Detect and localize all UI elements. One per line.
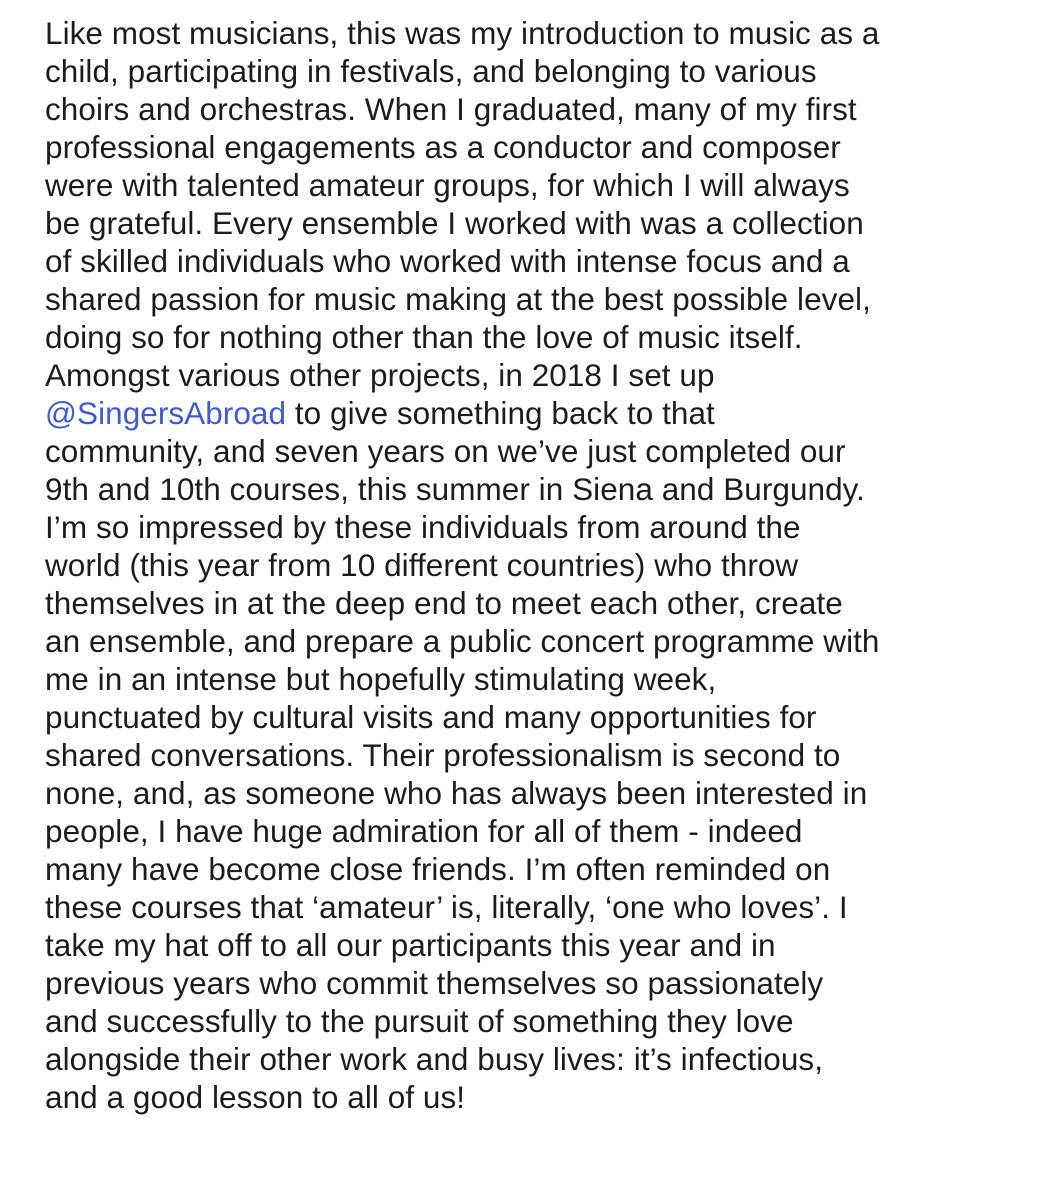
text-line: many have become close friends. I’m often reminded on [45, 851, 831, 887]
text-line: me in an intense but hopefully stimulating week, [45, 661, 717, 697]
text-line: punctuated by cultural visits and many opportunities for [45, 699, 817, 735]
text-line: and successfully to the pursuit of something they love [45, 1003, 794, 1039]
text-line: shared conversations. Their professionalism is second to [45, 737, 841, 773]
text-line: take my hat off to all our participants this year and in [45, 927, 776, 963]
mention-line-text: to give something back to that [286, 395, 715, 431]
text-line: professional engagements as a conductor and composer [45, 129, 841, 165]
text-line: choirs and orchestras. When I graduated, many of my first [45, 91, 857, 127]
text-line: these courses that ‘amateur’ is, literally, ‘one who loves’. I [45, 889, 848, 925]
text-line: community, and seven years on we’ve just completed our [45, 433, 846, 469]
text-line: alongside their other work and busy lives: it’s infectious, [45, 1041, 824, 1077]
text-line: themselves in at the deep end to meet each other, create [45, 585, 843, 621]
text-line: were with talented amateur groups, for which I will always [45, 167, 850, 203]
mention-line [45, 394, 1045, 432]
text-line: of skilled individuals who worked with intense focus and a [45, 243, 850, 279]
post-body-text [45, 14, 1045, 1116]
text-line: world (this year from 10 different countries) who throw [45, 547, 799, 583]
text-line: child, participating in festivals, and belonging to various [45, 53, 817, 89]
text-line: doing so for nothing other than the love of music itself. [45, 319, 803, 355]
text-line: Amongst various other projects, in 2018 I set up [45, 357, 715, 393]
text-line: and a good lesson to all of us! [45, 1079, 466, 1115]
text-line: none, and, as someone who has always been interested in [45, 775, 868, 811]
text-line: I’m so impressed by these individuals from around the [45, 509, 801, 545]
text-line: 9th and 10th courses, this summer in Siena and Burgundy. [45, 471, 865, 507]
text-line: people, I have huge admiration for all of them - indeed [45, 813, 803, 849]
text-line: an ensemble, and prepare a public concert programme with [45, 623, 880, 659]
mention-link-singers-abroad[interactable]: @SingersAbroad [45, 395, 287, 431]
text-line: shared passion for music making at the best possible level, [45, 281, 871, 317]
text-line: Like most musicians, this was my introduction to music as a [45, 15, 880, 51]
text-line: be grateful. Every ensemble I worked with was a collection [45, 205, 864, 241]
text-line: previous years who commit themselves so passionately [45, 965, 824, 1001]
